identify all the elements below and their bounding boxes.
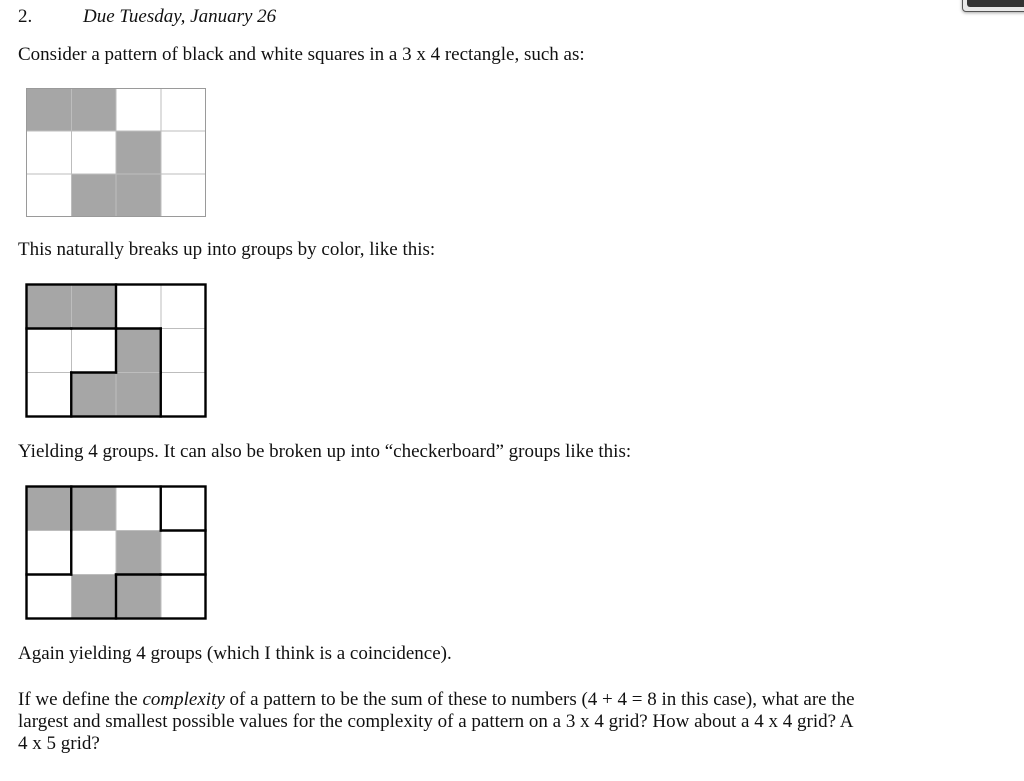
- grid-cell: [116, 285, 161, 329]
- complexity-term: complexity: [142, 689, 225, 710]
- grid-cell: [27, 373, 72, 417]
- grid-cell: [71, 575, 116, 619]
- grid-cell: [27, 131, 72, 174]
- grid-cell: [116, 89, 161, 132]
- question-line-1: [18, 689, 855, 711]
- grid-cell: [161, 285, 206, 329]
- problem-number: 2.: [18, 6, 33, 27]
- grid-cell: [161, 373, 206, 417]
- grid-cell: [71, 487, 116, 531]
- grid-cell: [161, 131, 206, 174]
- grid-cell: [71, 174, 116, 217]
- grid-cell: [116, 531, 161, 575]
- grid-cell: [161, 329, 206, 373]
- grid-cell: [71, 285, 116, 329]
- window-control-widget[interactable]: [962, 0, 1024, 12]
- question-line-3: 4 x 5 grid?: [18, 733, 100, 754]
- grid-cell: [27, 487, 72, 531]
- grid-cell: [71, 89, 116, 132]
- checkerboard-text: Yielding 4 groups. It can also be broken up into “checkerboard” groups like this:: [18, 441, 632, 462]
- grid-cell: [27, 329, 72, 373]
- grid-cell: [27, 174, 72, 217]
- grid-cell: [161, 575, 206, 619]
- grid-cell: [161, 487, 206, 531]
- question-line-2: largest and smallest possible values for the complexity of a pattern on a 3 x 4 grid? How about a 4 x 4 grid? A: [18, 711, 854, 732]
- window-control-inner: [967, 0, 1024, 7]
- color-groups-grid: [25, 283, 207, 419]
- grid-cell: [116, 329, 161, 373]
- checkerboard-groups-grid: [25, 485, 207, 621]
- grid-cell: [161, 174, 206, 217]
- grid-cell: [27, 531, 72, 575]
- question-pre: If we define the: [18, 689, 143, 710]
- grid-cell: [161, 89, 206, 132]
- coincidence-text: Again yielding 4 groups (which I think is a coincidence).: [18, 643, 452, 664]
- grid-cell: [71, 531, 116, 575]
- grid-cell: [27, 575, 72, 619]
- grid-cell: [71, 131, 116, 174]
- pattern-grid: [25, 87, 207, 218]
- grid-cell: [27, 89, 72, 132]
- grid-cell: [71, 373, 116, 417]
- grid-cell: [116, 174, 161, 217]
- grid-cell: [27, 285, 72, 329]
- grid-cell: [116, 487, 161, 531]
- due-date: Due Tuesday, January 26: [83, 6, 277, 27]
- intro-text: Consider a pattern of black and white squares in a 3 x 4 rectangle, such as:: [18, 44, 585, 65]
- grid-cell: [161, 531, 206, 575]
- grid-cell: [116, 131, 161, 174]
- grid-cell: [71, 329, 116, 373]
- question-post: of a pattern to be the sum of these to numbers (4 + 4 = 8 in this case), what are the: [224, 689, 855, 710]
- color-groups-text: This naturally breaks up into groups by color, like this:: [18, 239, 436, 260]
- grid-cell: [116, 373, 161, 417]
- grid-cell: [116, 575, 161, 619]
- problem-header: [18, 6, 276, 28]
